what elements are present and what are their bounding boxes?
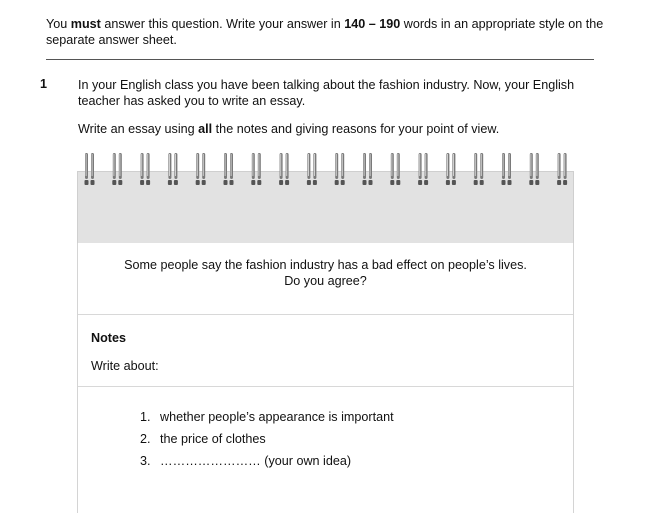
list-item-number: 2. [140,432,151,446]
instructions-word-range: 140 – 190 [344,17,401,31]
list-item [140,432,394,454]
list-item [140,454,394,476]
notes-title: Notes [91,331,126,345]
list-item-text: whether people’s appearance is important [160,410,394,424]
prompt-line-1: Some people say the fashion industry has a bad effect on people’s lives. [124,258,527,272]
instructions-text-1: You [46,17,71,31]
notes-list [140,410,394,476]
instructions-must: must [70,17,101,31]
instructions-text-2: answer this question. Write your answer in [100,17,345,31]
instructions-text-3: words in an appropriate style on the separate answer sheet. [46,17,604,47]
write-about-label: Write about: [91,359,159,373]
notepad-body [77,243,574,513]
list-item-text: …………………… (your own idea) [160,454,352,468]
question-task [78,121,618,137]
list-item-number: 3. [140,454,151,468]
instructions [46,16,636,48]
task-all: all [198,122,213,136]
prompt-line-2: Do you agree? [284,274,367,288]
list-item-number: 1. [140,410,151,424]
spiral-binding-icon [77,151,574,191]
notepad [77,151,574,512]
list-item [140,410,394,432]
essay-prompt [78,257,573,289]
question-context: In your English class you have been talking about the fashion industry. Now, your English teacher has asked you to write an essay. [78,78,575,108]
list-item-text: the price of clothes [160,432,266,446]
notepad-divider [78,314,573,315]
task-text-1: Write an essay using [78,122,199,136]
question-number: 1 [40,77,48,91]
divider-line [46,59,594,60]
notepad-divider [78,386,573,387]
task-text-2: the notes and giving reasons for your point of view. [212,122,500,136]
